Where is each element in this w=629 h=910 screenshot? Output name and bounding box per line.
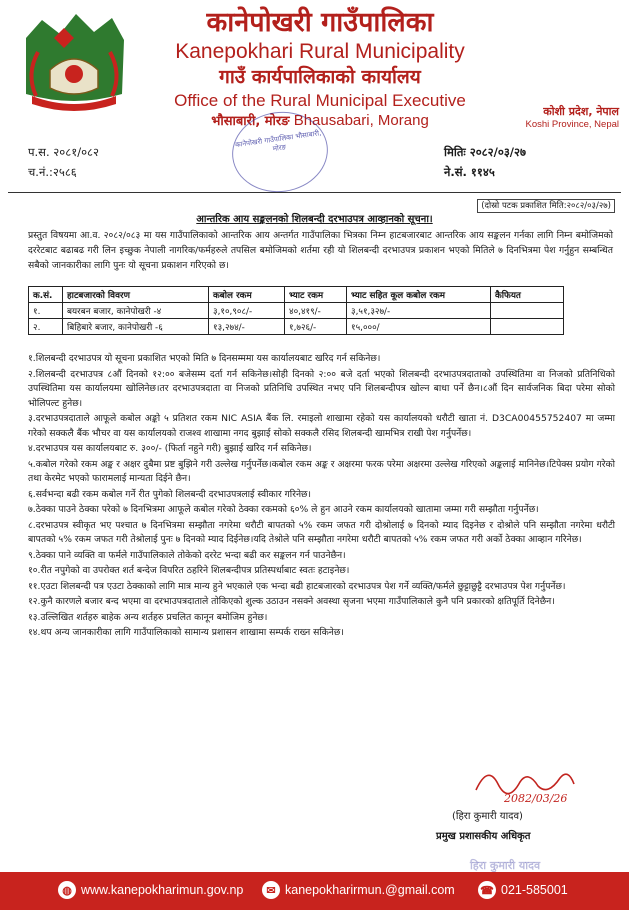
address-en: Bhausabari, Morang [293,112,429,129]
footer-phone [478,881,568,899]
province-en: Koshi Province, Nepal [525,119,619,130]
condition-item: ३.दरभाउपत्रदाताले आफूले कबोल अङ्को ५ प्रतिशत रकम NIC ASIA बैंक लि. रमाइलो शाखामा रहेको यस कार्यालयको धरौटी खाता नं. D3CA00455752407 मा जम्मा गरेको सक्कलै बैंक भौचर वा यस कार्यालयको राजश्व शाखामा नगद बुझाई सोको सक्कलै रसिद शिलबन्दी खामभित्र राखी पेश गर्नुपर्नेछ। [28,413,615,439]
footer-email [262,881,455,899]
handwritten-signature [468,760,580,806]
table-cell: बयरबन बजार, कानेपोखरी -४ [63,303,209,319]
signatory-name: (हिरा कुमारी यादव) [452,811,523,822]
condition-item: ९.ठेक्का पाने व्यक्ति वा फर्मले गाउँपालिकाले तोकेको दररेट भन्दा बढी कर सङ्कलन गर्न पाउनेछैन। [28,549,346,561]
table-row [29,319,564,335]
condition-item: ७.ठेक्का पाउने ठेक्का परेको ७ दिनभित्रमा आफूले कबोल गरेको ठेक्का रकमको ६०% ले हुन आउने रकम कार्यालयको खातामा जम्मा गरी सम्झौता गर्नुपर्नेछ। [28,504,539,515]
table-cell: १३,२७४/- [209,319,285,335]
column-header: कैफियत [491,287,564,303]
municipality-name-np: कानेपोखरी गाउँपालिका [206,7,434,38]
signature-scrawl-icon [468,760,580,806]
publication-note: (दोस्रो पटक प्रकाशित मिति:२०८२/०३/२७) [477,199,615,213]
reference-numbers [28,142,99,182]
table-cell: ४०,४१९/- [285,303,347,319]
letter-number: प.स. २०८१/०८२ [28,145,100,159]
condition-item: १४.थप अन्य जानकारीका लागि गाउँपालिकाको सामान्य प्रशासन शाखामा सम्पर्क राख्न सकिनेछ। [28,627,344,638]
condition-item: ४.दरभाउपत्र यस कार्यालयबाट रु. ३००/- (फिर्ता नहुने गरी) बुझाई खरिद गर्न सकिनेछ। [28,443,312,454]
dispatch-number: च.नं.:२५८६ [28,165,77,179]
condition-item: २.शिलबन्दी दरभाउपत्र ८औं दिनको १२:०० बजेसम्म दर्ता गर्न सकिनेछ।सोही दिनको २:०० बजे दर्ता भएको शिलबन्दी दरभाउपत्रदाताको उपस्थितिमा वा निजको प्रतिनिधिको उपस्थितिमा यस कार्यालयमा खोलिनेछ।तर दरभाउपत्रदाता वा निजको प्रतिनिधि उपस्थित नभए पनि शिलबन्दीपत्र खोल्न बाधा पर्ने छैन।८औं दिन सार्वजनिक बिदा परेमा सोको भोलिपल्ट हुनेछ। [28,368,615,409]
condition-item: १.शिलबन्दी दरभाउपत्र यो सूचना प्रकाशित भएको मिति ७ दिनसम्ममा यस कार्यालयबाट खरिद गर्न सकिनेछ। [28,353,381,364]
table-cell: १५,०००/ [347,319,491,335]
nepal-emblem-icon [14,8,134,112]
table-cell: बिहिबारे बजार, कानेपोखरी -६ [63,319,209,335]
condition-item: ५.कबोल गरेको रकम अङ्क र अक्षर दुबैमा प्रष्ट बुझिने गरी उल्लेख गर्नुपर्नेछ।कबोल रकम अङ्क र अक्षरमा फरक परेमा अक्षरमा उल्लेख गरिएको अङ्कलाई मानिनेछ।टिपेक्स प्रयोग गरेको तथा केरमेट भएको फारामलाई मान्यता दिईने छैन। [28,458,615,484]
mail-icon: ✉ [262,881,280,899]
column-header: क.सं. [29,287,63,303]
table-cell: २. [29,319,63,335]
condition-item: ६.सर्वभन्दा बढी रकम कबोल गर्ने रीत पुगेको शिलबन्दी दरभाउपत्रलाई स्वीकार गरिनेछ। [28,488,311,500]
table-cell [491,303,564,319]
footer-website [58,881,243,899]
phone-number: 021-585001 [501,883,568,897]
table-cell: १,७२६/- [285,319,347,335]
condition-item: १३.उल्लिखित शर्तहरु बाहेक अन्य शर्तहरु प्रचलित कानून बमोजिम हुनेछ। [28,611,268,623]
table-header-row [29,287,564,303]
column-header: हाटबजारको विवरण [63,287,209,303]
email-link[interactable]: kanepokharirmun.@gmail.com [285,883,455,897]
table-cell [491,319,564,335]
column-header: भ्याट सहित कूल कबोल रकम [347,287,491,303]
condition-item: १०.रीत नपुगेको वा उपरोक्त शर्त बन्देज विपरित ठहरिने शिलबन्दीपत्र प्रतिस्पर्धाबाट स्वतः हटाइनेछ। [28,565,350,576]
condition-item: ८.दरभाउपत्र स्वीकृत भए पश्चात ७ दिनभित्रमा सम्झौता नगरेमा धरौटी बापतको ५% रकम जफत गरी दोश्रोलाई ७ दिनको म्याद दिइनेछ र दोश्रोले पनि सम्झौता नगरेमा धरौटी बापतको ५% रकम जफत गरी तेश्रोलाई पुनः ७ दिनको म्याद दिईनेछ।यदि तेश्रोले पनि सम्झौता नगरेमा धरौटी बापतको ५% रकम जफत गरी अर्को ठेक्का आव्हान गरिनेछ। [28,519,615,545]
table-row [29,303,564,319]
signatory-title: प्रमुख प्रशासकीय अधिकृत [436,831,531,842]
signature-date: 2082/03/26 [504,792,568,805]
letterhead [150,6,490,132]
table-cell: ३,५१,३२७/- [347,303,491,319]
column-header: कबोल रकम [209,287,285,303]
intro-paragraph: प्रस्तुत विषयमा आ.व. २०८२/०८३ मा यस गाउँपालिकाको आन्तरिक आय अन्तर्गत गाउँपालिका भित्रका निम्न हाटबजारबाट आन्तरिक आय सङ्कलन गर्नका लागि निम्न बमोजिमको दररेटबाट बढाबढ गरी लिन इच्छुक नेपाली नागरिक/फर्महरुले तपसिल बमोजिमको शर्तमा रही यो शिलबन्दी दरभाउपत्र प्रकाशन भएको मितिले ७ दिनभित्रमा पेश गर्नुहुन सम्बन्धित सबैको जानकारीका लागि पुनः यो सूचना प्रकाशन गरिएको छ। [28,230,613,271]
faded-signatory-stamp: हिरा कुमारी यादव [470,859,541,872]
municipality-name-en: Kanepokhari Rural Municipality [175,40,465,63]
nepal-sambat: ने.सं. ११४५ [444,165,495,179]
office-name-en: Office of the Rural Municipal Executive [174,91,466,110]
province-np: कोशी प्रदेश, नेपाल [543,105,619,118]
reference-dates [444,142,526,182]
table-cell: १. [29,303,63,319]
header-divider [8,192,621,193]
office-stamp: कानेपोखरी गाउँपालिका भौसाबारी, मोरङ [227,106,333,199]
conditions-list [28,352,615,642]
footer-bar [0,872,629,910]
table-cell: ३,१०,९०८/- [209,303,285,319]
phone-icon: ☎ [478,881,496,899]
website-link[interactable]: www.kanepokharimun.gov.np [81,883,244,897]
letter-date: मितिः २०८२/०३/२७ [444,145,526,159]
condition-item: १२.कुनै कारणले बजार बन्द भएमा वा दरभाउपत्रदाताले तोकिएको शुल्क उठाउन नसक्ने अवस्था सृजना भएमा गाउँपालिकाले कुनै पनि प्रकारको क्षतिपूर्ति दिनेछैन। [28,596,555,607]
address-np: भौसाबारी, मोरङ [211,114,290,129]
notice-title: आन्तरिक आय सङ्कलनको शिलबन्दी दरभाउपत्र आव्हानको सूचना। [196,214,433,225]
column-header: भ्याट रकम [285,287,347,303]
office-name-np: गाउँ कार्यपालिकाको कार्यालय [219,66,421,88]
globe-icon: ◍ [58,881,76,899]
province-label [526,104,619,130]
market-bid-table [28,286,564,335]
condition-item: ११.एउटा शिलबन्दी पत्र एउटा ठेक्काको लागि मात्र मान्य हुने भएकाले एक भन्दा बढी हाटबजारको दरभाउपत्र पेश गर्ने व्यक्ति/फर्मले छुट्टाछुट्टै दरभाउपत्र पेश गर्नुपर्नेछ। [28,580,566,592]
